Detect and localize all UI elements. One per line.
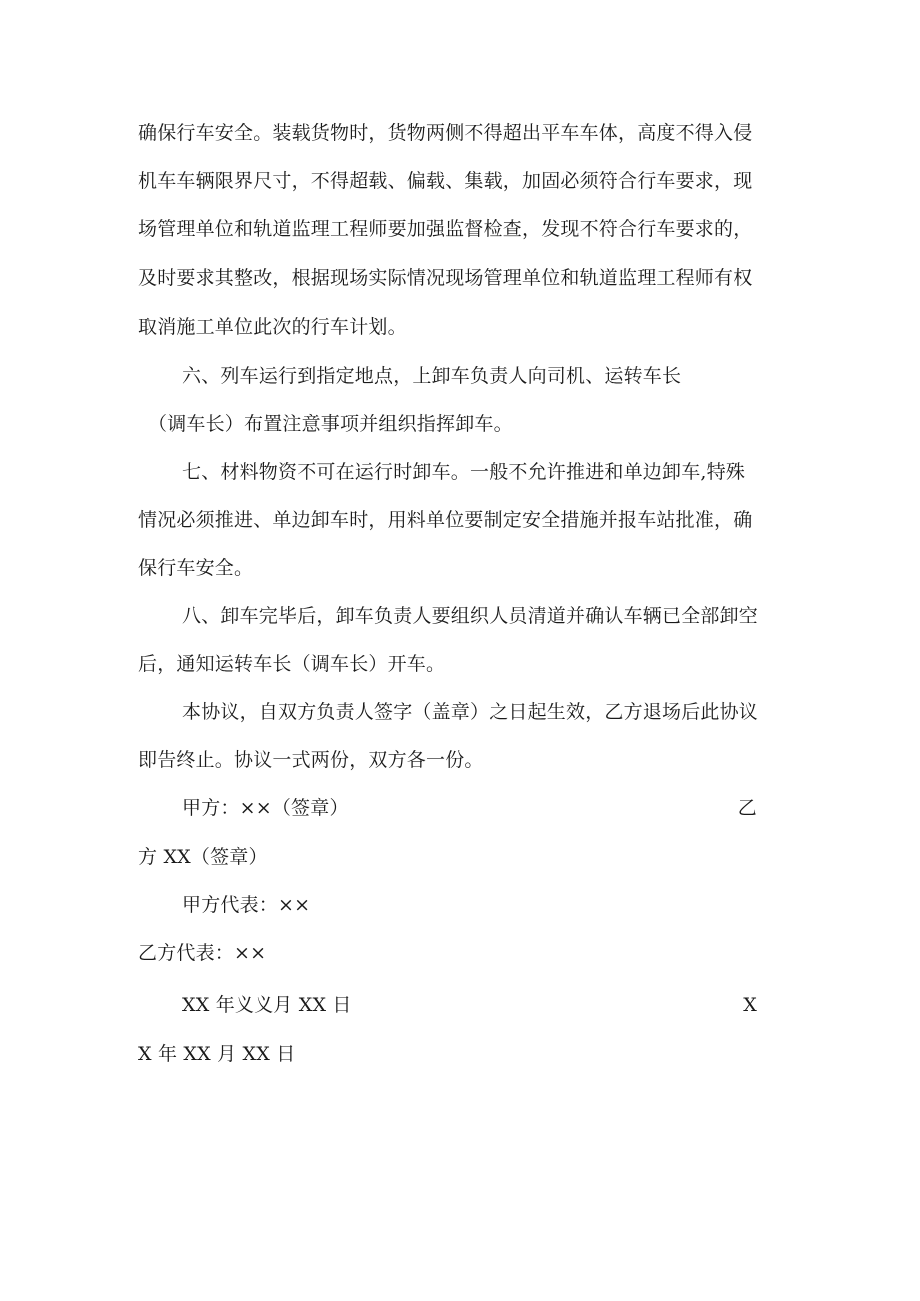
paragraph-line: 场管理单位和轨道监理工程师要加强监督检查，发现不符合行车要求的， (138, 218, 753, 240)
paragraph-line: 本协议，自双方负责人签字（盖章）之日起生效，乙方退场后此协议 (182, 701, 759, 723)
party-b-date-start: X (743, 994, 757, 1016)
party-b-signature: 方 XX（签章） (138, 846, 268, 868)
paragraph-line: 即告终止。协议一式两份，双方各一份。 (138, 749, 484, 771)
party-b-date: X 年 XX 月 XX 日 (138, 1043, 296, 1065)
paragraph-line: 六、列车运行到指定地点，上卸车负责人向司机、运转车长 (182, 365, 682, 387)
paragraph-line: 机车车辆限界尺寸，不得超载、偏载、集载，加固必须符合行车要求，现 (138, 170, 753, 192)
party-a-representative: 甲方代表：×× (182, 894, 311, 916)
party-a-signature: 甲方：××（签章） (182, 797, 349, 819)
paragraph-line: 后，通知运转车长（调车长）开车。 (138, 653, 446, 675)
paragraph-line: 确保行车安全。装载货物时，货物两侧不得超出平车车体，高度不得入侵 (138, 122, 753, 144)
party-b-representative: 乙方代表：×× (138, 942, 267, 964)
paragraph-line: 八、卸车完毕后，卸车负责人要组织人员清道并确认车辆已全部卸空 (182, 605, 759, 627)
paragraph-line: （调车长）布置注意事项并组织指挥卸车。 (148, 413, 513, 435)
paragraph-line: 及时要求其整改，根据现场实际情况现场管理单位和轨道监理工程师有权 (138, 267, 753, 289)
paragraph-line: 保行车安全。 (138, 557, 254, 579)
party-a-date: XX 年义义月 XX 日 (182, 994, 352, 1016)
paragraph-line: 取消施工单位此次的行车计划。 (138, 316, 407, 338)
paragraph-line: 情况必须推进、单边卸车时，用料单位要制定安全措施并报车站批准，确 (138, 509, 753, 531)
paragraph-line: 七、材料物资不可在运行时卸车。一般不允许推进和单边卸车,特殊 (182, 461, 746, 483)
party-b-signature-start: 乙 (737, 797, 757, 819)
